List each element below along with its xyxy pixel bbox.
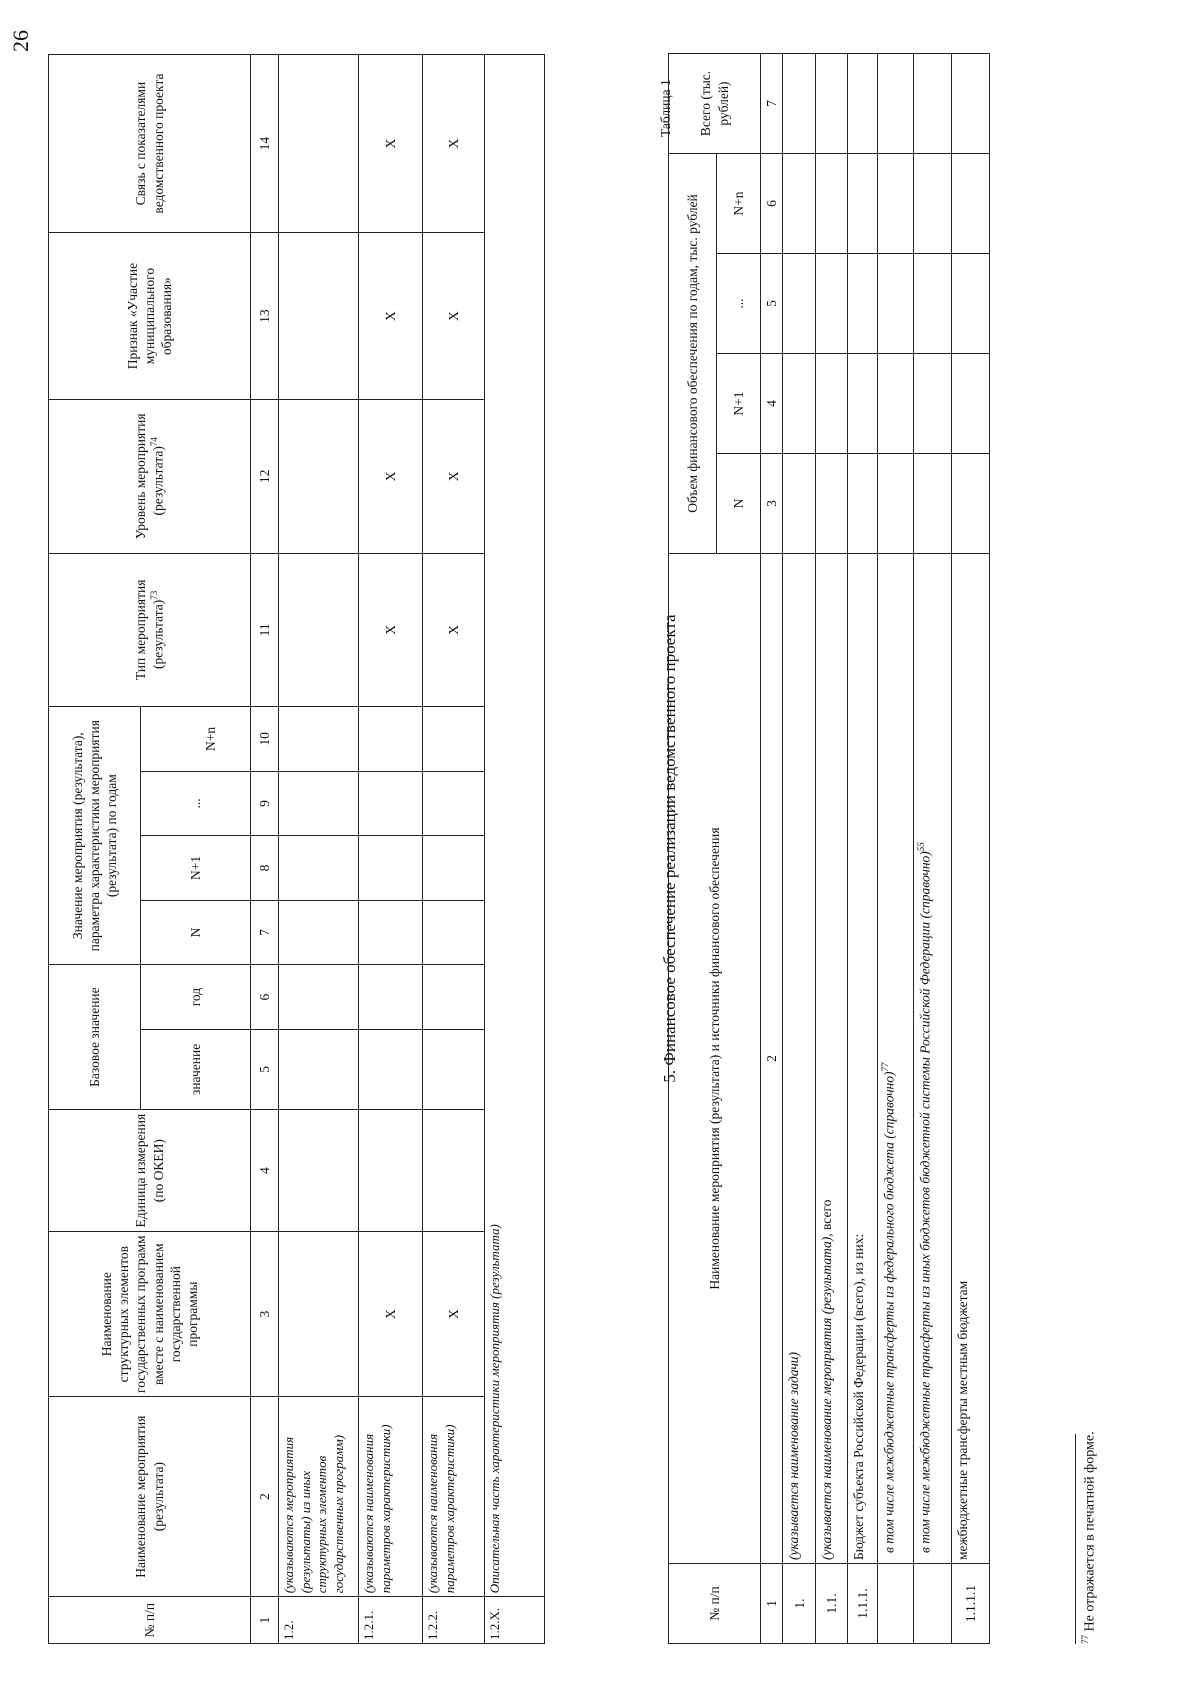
table-row-description	[485, 55, 545, 1644]
header-participation: Признак «Участие муниципального образования»	[49, 233, 251, 400]
col-number: 5	[251, 1029, 279, 1109]
header-year-nn: N+n	[171, 707, 251, 772]
page-number: 26	[8, 30, 33, 52]
fin-row-num: 1.1.1.1	[952, 1564, 990, 1644]
col-number: 11	[251, 553, 279, 707]
fin-row-num: 1.1.1.	[848, 1564, 878, 1644]
row-type: Х	[359, 553, 423, 707]
row-participation: Х	[359, 233, 423, 400]
row-num: 1.2.1.	[359, 1597, 423, 1644]
row-struct: Х	[423, 1232, 485, 1397]
header-struct: Наименование структурных элементов государственных программ вместе с наименованием государственной программы	[49, 1232, 251, 1397]
fin-row-name: (указывается наименование задачи)	[783, 554, 816, 1564]
row-name: (указываются мероприятия (результаты) из иных структурных элементов государственных программ)	[279, 1397, 359, 1597]
activities-table	[48, 54, 545, 1644]
fin-header-num: № п/п	[669, 1564, 761, 1644]
fin-row-name: Бюджет субъекта Российской Федерации (всего), из них:	[848, 554, 878, 1564]
fin-header-year-n: N	[717, 454, 761, 554]
fin-header-total: Всего (тыс. рублей)	[669, 54, 761, 154]
fin-header-volume: Объем финансового обеспечения по годам, тыс. рублей	[669, 154, 717, 554]
row-struct: Х	[359, 1232, 423, 1397]
header-base: Базовое значение	[49, 965, 141, 1110]
fin-row-num	[878, 1564, 914, 1644]
row-link: Х	[359, 55, 423, 233]
fin-header-name: Наименование мероприятия (результата) и источники финансового обеспечения	[669, 554, 761, 1564]
header-link: Связь с показателями ведомственного проекта	[49, 55, 251, 233]
col-number: 3	[251, 1232, 279, 1397]
row-num: 1.2.Х.	[485, 1597, 545, 1644]
col-number: 14	[251, 55, 279, 233]
row-type	[279, 553, 359, 707]
col-number: 4	[761, 354, 783, 454]
col-number: 6	[761, 154, 783, 254]
header-unit: Единица измерения (по ОКЕИ)	[49, 1109, 251, 1231]
row-num: 1.2.	[279, 1597, 359, 1644]
col-number: 10	[251, 707, 279, 772]
fin-header-year-dots: ...	[717, 254, 761, 354]
row-type: Х	[423, 553, 485, 707]
row-level: Х	[359, 400, 423, 554]
fin-row	[783, 54, 816, 1644]
row-level	[279, 400, 359, 554]
row-participation	[279, 233, 359, 400]
fin-row	[914, 54, 952, 1644]
fin-row	[848, 54, 878, 1644]
table-row	[423, 55, 485, 1644]
table-caption: Таблица 1	[658, 79, 673, 137]
col-number: 3	[761, 454, 783, 554]
fin-row	[878, 54, 914, 1644]
fin-row-num	[914, 1564, 952, 1644]
header-year-dots: ...	[141, 771, 251, 836]
footnote: $^{77}$ Не отражается в печатной форме.	[1080, 1431, 1098, 1644]
row-description: Описательная часть характеристики мероприятия (результата)	[485, 55, 545, 1597]
col-number: 7	[761, 54, 783, 154]
fin-row-num: 1.	[783, 1564, 816, 1644]
table-row	[359, 55, 423, 1644]
col-number: 6	[251, 965, 279, 1030]
fin-row	[952, 54, 990, 1644]
fin-row-name: межбюджетные трансферты местным бюджетам	[952, 554, 990, 1564]
col-number: 12	[251, 400, 279, 554]
col-number: 13	[251, 233, 279, 400]
section-title: 5. Финансовое обеспечение реализации ведомственного проекта	[660, 614, 679, 1083]
header-year-n: N	[141, 900, 251, 965]
fin-row	[816, 54, 848, 1644]
col-number: 2	[761, 554, 783, 1564]
row-participation: Х	[423, 233, 485, 400]
col-number: 7	[251, 900, 279, 965]
header-base-value: значение	[141, 1029, 251, 1109]
header-year-n1: N+1	[141, 836, 251, 901]
col-number: 5	[761, 254, 783, 354]
fin-row-num: 1.1.	[816, 1564, 848, 1644]
header-type: Тип мероприятия (результата)$^{73}$	[49, 553, 251, 707]
header-num: № п/п	[49, 1597, 251, 1644]
row-level: Х	[423, 400, 485, 554]
column-number-row	[251, 55, 279, 1644]
footnote-separator	[1075, 1434, 1076, 1644]
row-name: (указываются наименования параметров характеристики)	[423, 1397, 485, 1597]
col-number: 1	[251, 1597, 279, 1644]
row-link	[279, 55, 359, 233]
fin-row-name: в том числе межбюджетные трансферты из федерального бюджета (справочно)$^{77}$	[878, 554, 914, 1564]
col-number: 4	[251, 1109, 279, 1231]
header-year-nn-top	[141, 707, 171, 772]
col-number: 2	[251, 1397, 279, 1597]
fin-row-name: (указывается наименование мероприятия (результата), всего	[816, 554, 848, 1564]
fin-header-year-n1: N+1	[717, 354, 761, 454]
financing-table	[668, 53, 990, 1644]
col-number: 1	[761, 1564, 783, 1644]
header-base-year: год	[141, 965, 251, 1030]
col-number: 8	[251, 836, 279, 901]
header-name: Наименование мероприятия (результата)	[49, 1397, 251, 1597]
fin-row-name: в том числе межбюджетные трансферты из иных бюджетов бюджетной системы Российской Федерации (справочно)$^{55}$	[914, 554, 952, 1564]
row-link: Х	[423, 55, 485, 233]
header-level: Уровень мероприятия (результата)$^{74}$	[49, 400, 251, 554]
fin-column-number-row	[761, 54, 783, 1644]
row-num: 1.2.2.	[423, 1597, 485, 1644]
header-values-by-year: Значение мероприятия (результата), параметра характеристики мероприятия (результата) по годам	[49, 707, 141, 965]
row-struct	[279, 1232, 359, 1397]
row-name: (указываются наименования параметров характеристики)	[359, 1397, 423, 1597]
col-number: 9	[251, 771, 279, 836]
table-row	[279, 55, 359, 1644]
fin-header-year-nn: N+n	[717, 154, 761, 254]
